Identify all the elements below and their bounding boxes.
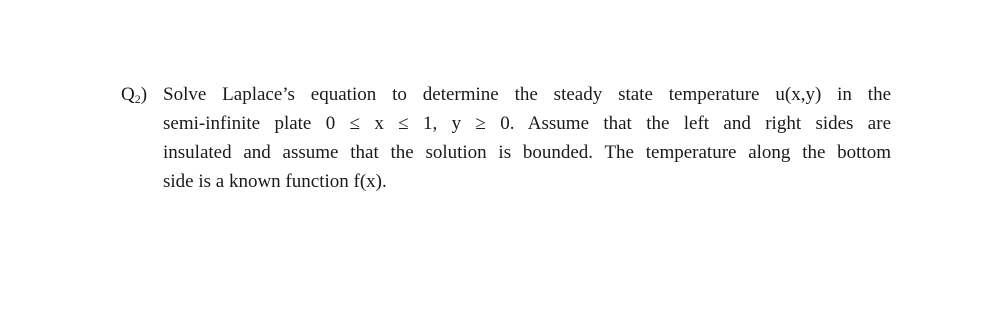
question-block [121,80,891,196]
question-label [121,80,163,114]
question-label-number: 2 [134,92,141,106]
question-label-suffix: ) [140,84,148,105]
question-line-1 [121,80,891,109]
question-label-letter: Q [121,84,135,105]
question-line-4 [121,167,891,196]
question-text-line-4: side is a known function f(x). [163,171,387,192]
question-line-2 [121,109,891,138]
question-line-3 [121,138,891,167]
question-text-line-3: insulated and assume that the solution is bounded. The temperature along the bottom [163,142,891,163]
question-text-line-2: semi-infinite plate 0 ≤ x ≤ 1, y ≥ 0. Assume that the left and right sides are [163,113,891,134]
question-text-line-1: Solve Laplace’s equation to determine the steady state temperature u(x,y) in the [163,84,891,105]
